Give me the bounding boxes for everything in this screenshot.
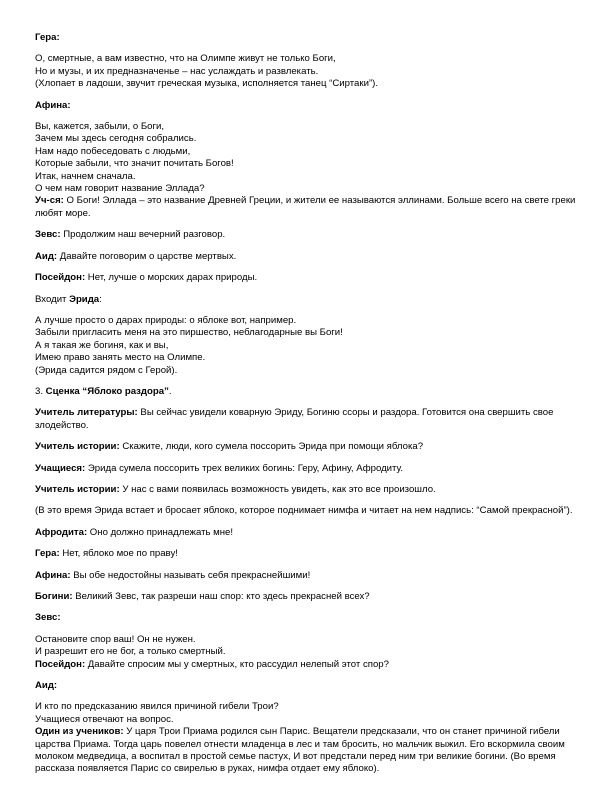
speaker-name: Зевс: [35,612,61,624]
speaker-name: Учитель истории: [35,441,120,453]
dialog-text: Нет, лучше о морских дарах природы. [85,272,258,284]
document-page [35,32,580,785]
verse-line: Которые забыли, что значит почитать Богов! [35,158,234,170]
verse-line: Учащиеся отвечают на вопрос. [35,713,174,725]
speaker-name: Уч-ся: [35,195,64,207]
speaker-name: Афина: [35,99,71,111]
speaker-name: Посейдон: [35,272,86,284]
dialog-line [35,251,580,263]
dialog-line [35,441,580,453]
dialog-line [35,463,580,475]
entry-suffix: : [99,293,102,305]
verse-block [35,121,580,220]
verse-line: Зачем мы здесь сегодня собрались. [35,133,197,145]
stage-direction: (Эрида садится рядом с Герой). [35,364,178,376]
verse-line: А лучше просто о дарах природы: о яблоке вот, например. [35,314,297,326]
verse-line: Забыли пригласить меня на это пиршество, неблагодарные вы Боги! [35,327,343,339]
dialog-text: У нас с вами появилась возможность увидеть, как это все произошло. [119,483,436,495]
dialog-text: Продолжим наш вечерний разговор. [60,229,226,241]
dialog-text: Давайте спросим мы у смертных, кто рассудил нелепый этот спор? [85,658,389,670]
speaker-name: Учитель истории: [35,483,120,495]
dialog-line [35,527,580,539]
speaker-name: Учитель литературы: [35,407,138,419]
dialog-text: Оно должно принадлежать мне! [87,526,234,538]
speaker-name: Аид: [35,250,58,262]
dialog-text: Скажите, люди, кого сумела поссорить Эрида при помощи яблока? [119,441,424,453]
scene-number: 3. [35,385,46,397]
dialog-line [35,726,580,776]
stage-direction: (Хлопает в ладоши, звучит греческая музыка, исполняется танец “Сиртаки”). [35,78,378,90]
verse-line: И кто по предсказанию явился причиной гибели Трои? [35,701,279,713]
dialog-text: Вы сейчас увидели коварную Эриду, Богиню ссоры и раздора. Готовится она свершить свое злодейство. [35,407,554,431]
speaker-name: Один из учеников: [35,726,124,738]
speaker-name: Гера: [35,32,60,43]
speaker-name: Богини: [35,591,73,602]
verse-line: Имею право занять место на Олимпе. [35,352,206,364]
dialog-text: Великий Зевс, так разреши наш спор: кто здесь прекрасней всех? [72,591,370,602]
verse-line: О чем нам говорит название Эллада? [35,183,205,195]
dialog-line [35,272,580,284]
speaker-name: Зевс: [35,229,61,241]
speaker-block [35,680,580,692]
verse-block [35,53,580,90]
speaker-name: Эрида [69,293,100,305]
verse-line: И разрешит его не бог, а только смертный. [35,646,226,658]
stage-direction: (В это время Эрида встает и бросает яблоко, которое поднимает нимфа и читает на нем надпись: “Самой прекрасной”). [35,505,573,517]
speaker-name: Аид: [35,680,58,692]
dialog-line [35,659,580,671]
entry-prefix: Входит [35,293,70,305]
speaker-name: Афина: [35,569,71,581]
speaker-name: Учащиеся: [35,462,86,474]
verse-line: Нам надо побеседовать с людьми, [35,145,191,157]
verse-line: О, смертные, а вам известно, что на Олимпе живут не только Боги, [35,53,336,65]
dialog-line [35,570,580,582]
stage-entry [35,294,580,306]
scene-title: Сценка “Яблоко раздора” [45,385,169,397]
speaker-name: Афродита: [35,526,88,538]
dialog-text: Давайте поговорим о царстве мертвых. [57,250,237,262]
speaker-name: Посейдон: [35,658,86,670]
verse-line: Итак, начнем сначала. [35,170,136,182]
dialog-text: Эрида сумела поссорить трех великих богинь: Геру, Афину, Афродиту. [85,462,404,474]
dialog-line [35,548,580,560]
scene-heading [35,386,580,398]
dialog-text: Вы обе недостойны называть себя прекраснейшими! [70,569,311,581]
dialog-text: У царя Трои Приама родился сын Парис. Вещатели предсказали, что он станет причиной гибели царства Приама. Тогда царь повелел отнести младенца в лес и там бросить, но мальчик выжил. Его вскормила своим молоком медведица, а воспитал в простой семье пастух, И вот предстали перед ним три великие богини. (Во время рассказа появляется Парис со свирелью в руках, нимфа отдает ему яблоко). [35,726,565,775]
dialog-text: Нет, яблоко мое по праву! [59,548,178,560]
verse-block [35,634,580,671]
dialog-text: О Боги! Эллада – это название Древней Греции, и жители ее называются эллинами. Больше всего на свете греки любят море. [35,195,576,219]
verse-line: А я такая же богиня, как и вы, [35,339,169,351]
verse-line: Но и музы, и их предназначенье – нас услаждать и развлекать. [35,65,319,77]
dialog-line [35,407,580,432]
verse-block [35,315,580,377]
dialog-line [35,229,580,241]
scene-suffix: . [168,385,172,397]
dialog-line [35,484,580,496]
speaker-name: Гера: [35,548,60,560]
speaker-block [35,100,580,112]
speaker-block [35,612,580,624]
dialog-line [35,195,580,220]
verse-line: Вы, кажется, забыли, о Боги, [35,121,164,133]
dialog-line [35,591,580,603]
verse-line: Остановите спор ваш! Он не нужен. [35,633,196,645]
verse-block [35,701,580,775]
speaker-block [35,32,580,44]
